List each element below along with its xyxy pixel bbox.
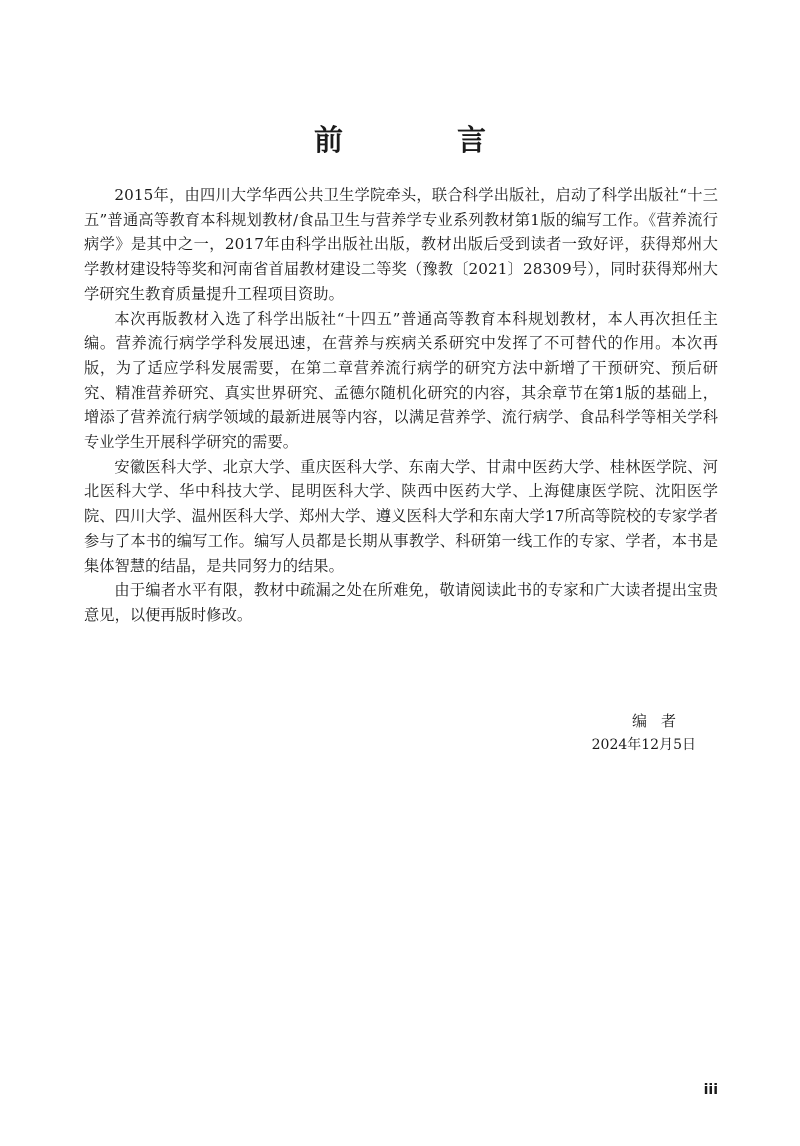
preface-body [84,183,718,628]
page-number: iii [703,1082,718,1098]
paragraph: 本次再版教材入选了科学出版社“十四五”普通高等教育本科规划教材，本人再次担任主编。营养流行病学学科发展迅速，在营养与疾病关系研究中发挥了不可替代的作用。本次再版，为了适应学科发展需要，在第二章营养流行病学的研究方法中新增了干预研究、预后研究、精准营养研究、真实世界研究、孟德尔随机化研究的内容，其余章节在第1版的基础上，增添了营养流行病学领域的最新进展等内容，以满足营养学、流行病学、食品科学等相关学科专业学生开展科学研究的需要。 [84,309,718,452]
signature-author: 编者 [631,712,690,730]
paragraph: 安徽医科大学、北京大学、重庆医科大学、东南大学、甘肃中医药大学、桂林医学院、河北医科大学、华中科技大学、昆明医科大学、陕西中医药大学、上海健康医学院、沈阳医学院、四川大学、温州医科大学、郑州大学、遵义医科大学和东南大学17所高等院校的专家学者参与了本书的编写工作。编写人员都是长期从事教学、科研第一线工作的专家、学者，本书是集体智慧的结晶，是共同努力的结果。 [84,457,718,575]
paragraph: 2015年，由四川大学华西公共卫生学院牵头，联合科学出版社，启动了科学出版社“十三五”普通高等教育本科规划教材/食品卫生与营养学专业系列教材第1版的编写工作。《营养流行病学》是其中之一，2017年由科学出版社出版，教材出版后受到读者一致好评，获得郑州大学教材建设特等奖和河南省首届教材建设二等奖（豫教〔2021〕28309号），同时获得郑州大学研究生教育质量提升工程项目资助。 [84,186,718,303]
signature-date: 2024年12月5日 [591,737,696,753]
page-title: 前 言 [313,123,539,157]
paragraph: 由于编者水平有限，教材中疏漏之处在所难免，敬请阅读此书的专家和广大读者提出宝贵意见，以便再版时修改。 [84,581,718,624]
